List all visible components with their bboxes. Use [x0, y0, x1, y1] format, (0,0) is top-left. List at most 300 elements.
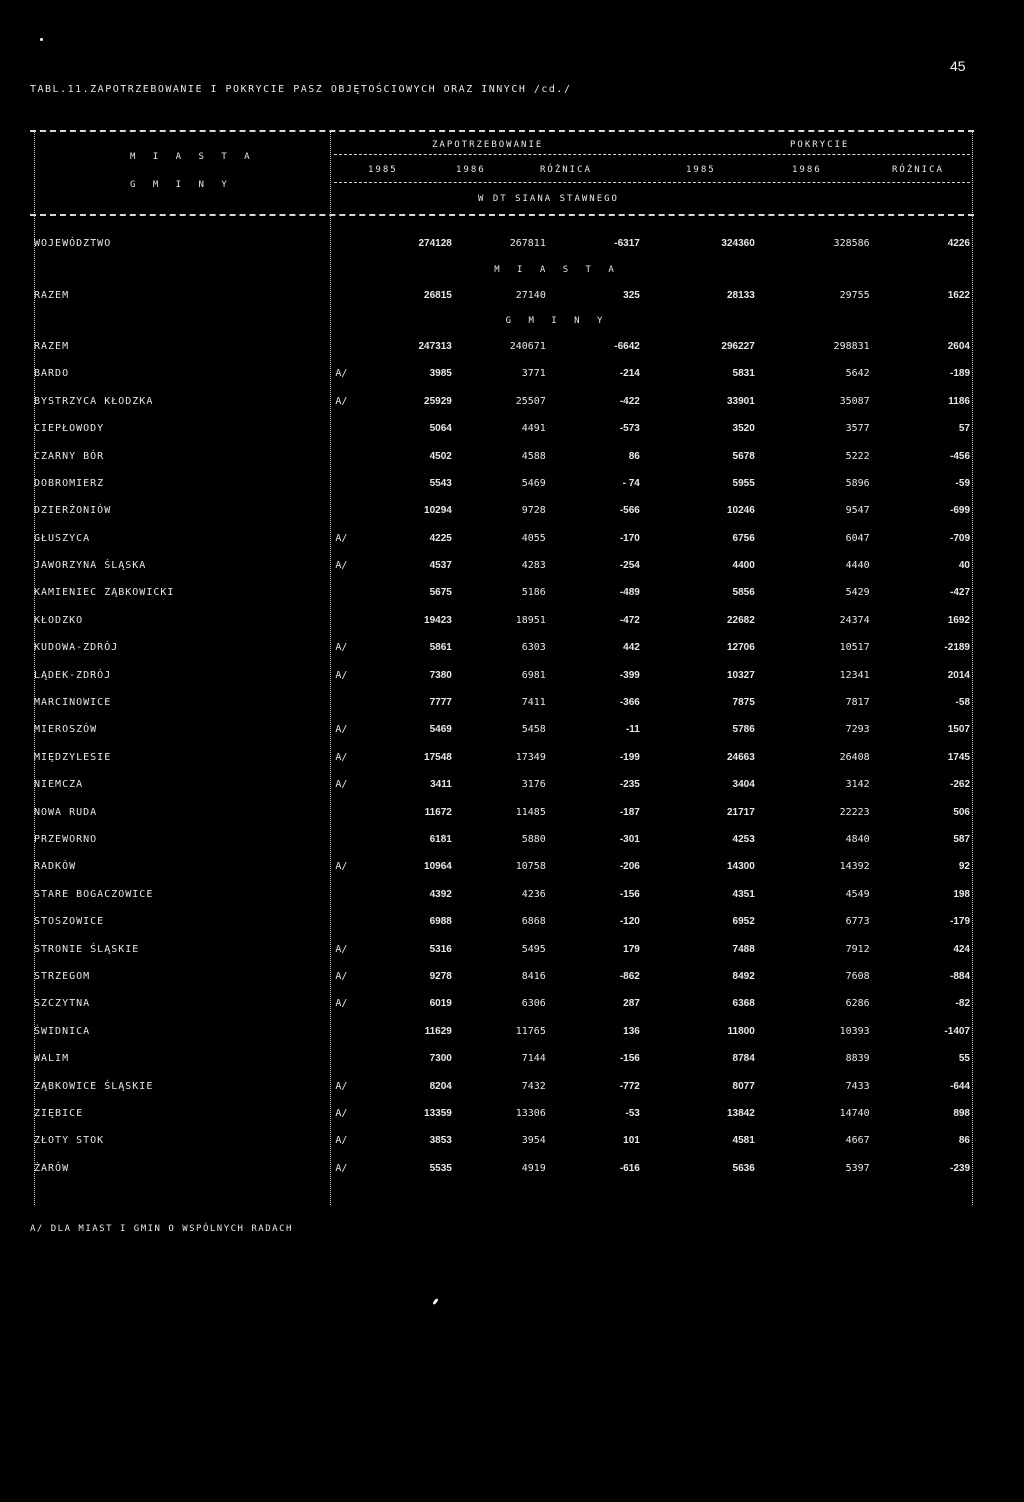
cell-zapotrzebowanie-1985: 11629 — [424, 1025, 452, 1037]
cell-pokrycie-roznica: -456 — [949, 450, 970, 462]
table-row — [34, 552, 970, 579]
row-name: SZCZYTNA — [34, 998, 91, 1010]
table-row — [34, 230, 970, 257]
cell-pokrycie-1985: 8492 — [732, 970, 755, 982]
cell-pokrycie-1986: 4667 — [845, 1135, 870, 1147]
header-gminy: G M I N Y — [130, 180, 233, 190]
row-mark — [306, 607, 348, 634]
table-row — [34, 1100, 970, 1127]
table-row — [34, 360, 970, 387]
header-unit: W DT SIANA STAWNEGO — [478, 194, 619, 204]
row-name: ŚWIDNICA — [34, 1025, 91, 1037]
cell-zapotrzebowanie-1986: 17349 — [515, 751, 546, 763]
table-row — [34, 826, 970, 853]
cell-pokrycie-roznica: -1407 — [944, 1025, 970, 1037]
table-row — [34, 442, 970, 469]
row-mark: A/ — [335, 368, 348, 380]
cell-zapotrzebowanie-roznica: -11 — [625, 724, 640, 736]
cell-zapotrzebowanie-roznica: -573 — [619, 423, 640, 435]
scan-speck — [40, 38, 43, 41]
cell-pokrycie-roznica: 86 — [958, 1135, 970, 1147]
table-row — [34, 333, 970, 360]
cell-pokrycie-1986: 14740 — [839, 1107, 870, 1119]
table-row — [34, 607, 970, 634]
row-mark — [306, 1045, 348, 1072]
data-table — [34, 230, 970, 1182]
cell-pokrycie-1985: 3520 — [732, 423, 755, 435]
cell-zapotrzebowanie-1986: 7411 — [521, 697, 546, 709]
row-mark: A/ — [335, 943, 348, 955]
header-roznica-b: RÓŻNICA — [892, 165, 944, 175]
cell-zapotrzebowanie-roznica: -170 — [619, 532, 640, 544]
row-name: RAZEM — [34, 289, 70, 301]
row-name: NIEMCZA — [34, 779, 84, 791]
row-name: DZIERŻONIÓW — [34, 505, 112, 517]
cell-pokrycie-1985: 8077 — [732, 1080, 755, 1092]
cell-zapotrzebowanie-roznica: -6317 — [614, 238, 640, 250]
cell-pokrycie-1986: 7433 — [845, 1080, 870, 1092]
cell-pokrycie-1985: 324360 — [721, 238, 755, 250]
cell-zapotrzebowanie-1985: 13359 — [424, 1107, 452, 1119]
row-mark: A/ — [335, 642, 348, 654]
cell-pokrycie-roznica: 1622 — [947, 289, 970, 301]
row-mark — [306, 881, 348, 908]
row-name: MIĘDZYLESIE — [34, 751, 112, 763]
cell-pokrycie-roznica: 1745 — [947, 751, 970, 763]
header-bottom-rule — [30, 214, 974, 216]
cell-pokrycie-1985: 5831 — [732, 368, 755, 380]
cell-pokrycie-roznica: 587 — [953, 834, 970, 845]
cell-zapotrzebowanie-1986: 267811 — [509, 238, 546, 250]
right-border — [972, 130, 973, 1205]
cell-pokrycie-1985: 8784 — [732, 1053, 755, 1065]
cell-zapotrzebowanie-1985: 6181 — [429, 834, 452, 845]
cell-pokrycie-1985: 5678 — [732, 450, 755, 462]
table-row — [34, 935, 970, 962]
cell-zapotrzebowanie-1985: 8204 — [429, 1080, 452, 1092]
header-year-1986-b: 1986 — [792, 165, 822, 175]
cell-zapotrzebowanie-roznica: -120 — [619, 916, 640, 928]
cell-pokrycie-roznica: 2014 — [947, 669, 970, 681]
row-name: LĄDEK-ZDRÓJ — [34, 669, 112, 681]
cell-pokrycie-1985: 11800 — [727, 1025, 755, 1037]
cell-pokrycie-1985: 13842 — [726, 1107, 755, 1119]
cell-pokrycie-1986: 5896 — [845, 477, 870, 489]
table-row — [34, 1072, 970, 1099]
row-name: BARDO — [34, 368, 70, 380]
cell-pokrycie-roznica: -239 — [949, 1162, 970, 1174]
cell-pokrycie-1986: 3142 — [845, 779, 870, 791]
row-mark: A/ — [335, 395, 348, 407]
cell-pokrycie-1985: 7875 — [732, 697, 755, 709]
cell-zapotrzebowanie-1986: 4491 — [521, 423, 546, 435]
cell-pokrycie-roznica: -709 — [949, 532, 970, 544]
row-name: RAZEM — [34, 340, 70, 352]
cell-zapotrzebowanie-1986: 5495 — [521, 943, 546, 955]
cell-zapotrzebowanie-1985: 6019 — [429, 998, 452, 1010]
cell-pokrycie-1985: 4400 — [732, 560, 755, 572]
cell-zapotrzebowanie-roznica: -616 — [619, 1162, 640, 1174]
cell-zapotrzebowanie-1986: 5880 — [521, 834, 546, 845]
cell-zapotrzebowanie-1986: 3954 — [521, 1135, 546, 1147]
table-row — [34, 963, 970, 990]
cell-pokrycie-1986: 7608 — [845, 970, 870, 982]
cell-pokrycie-roznica: -262 — [949, 779, 970, 791]
table-row — [34, 990, 970, 1017]
cell-pokrycie-roznica: 1507 — [947, 724, 970, 736]
scan-speck — [432, 1298, 439, 1305]
cell-pokrycie-roznica: 1692 — [947, 614, 970, 626]
cell-pokrycie-1986: 12341 — [839, 669, 870, 681]
row-name: BYSTRZYCA KŁODZKA — [34, 395, 154, 407]
row-mark — [306, 281, 348, 308]
cell-zapotrzebowanie-1985: 3853 — [429, 1135, 452, 1147]
cell-zapotrzebowanie-1985: 247313 — [418, 340, 452, 352]
cell-zapotrzebowanie-1985: 5064 — [429, 423, 452, 435]
cell-pokrycie-roznica: 2604 — [947, 340, 970, 352]
cell-zapotrzebowanie-1986: 11765 — [515, 1025, 546, 1037]
cell-zapotrzebowanie-1986: 5458 — [521, 724, 546, 736]
cell-pokrycie-1986: 5397 — [845, 1162, 870, 1174]
cell-zapotrzebowanie-roznica: -235 — [619, 779, 640, 791]
table-row — [34, 634, 970, 661]
cell-pokrycie-1985: 22682 — [726, 614, 755, 626]
table-row — [34, 497, 970, 524]
header-zapotrzebowanie: ZAPOTRZEBOWANIE — [432, 140, 544, 150]
row-name: RADKÓW — [34, 861, 77, 873]
header-pokrycie: POKRYCIE — [790, 140, 850, 150]
cell-zapotrzebowanie-1985: 7300 — [429, 1053, 452, 1065]
row-mark — [306, 908, 348, 935]
cell-pokrycie-1986: 7817 — [845, 697, 870, 709]
row-name: MARCINOWICE — [34, 697, 112, 709]
table-row — [34, 798, 970, 825]
section-row — [34, 257, 970, 281]
cell-zapotrzebowanie-1985: 5316 — [429, 943, 452, 955]
table-row — [34, 853, 970, 880]
cell-pokrycie-roznica: -82 — [955, 998, 970, 1010]
cell-pokrycie-1986: 14392 — [839, 861, 870, 873]
header-unit-rule — [334, 182, 970, 183]
cell-zapotrzebowanie-1985: 26815 — [424, 289, 452, 301]
cell-pokrycie-roznica: -189 — [949, 368, 970, 380]
row-mark: A/ — [335, 1135, 348, 1147]
cell-zapotrzebowanie-1986: 18951 — [515, 614, 546, 626]
cell-zapotrzebowanie-1986: 6303 — [521, 642, 546, 654]
cell-zapotrzebowanie-1986: 3176 — [521, 779, 546, 791]
cell-zapotrzebowanie-1986: 7432 — [521, 1080, 546, 1092]
section-gminy: G M I N Y — [505, 316, 609, 327]
cell-zapotrzebowanie-roznica: 101 — [623, 1135, 640, 1147]
cell-zapotrzebowanie-roznica: -301 — [619, 834, 640, 845]
table-row — [34, 1127, 970, 1154]
cell-pokrycie-roznica: 898 — [953, 1107, 970, 1119]
cell-zapotrzebowanie-roznica: -199 — [619, 751, 640, 763]
cell-zapotrzebowanie-1985: 4502 — [429, 450, 452, 462]
cell-pokrycie-1986: 9547 — [845, 505, 870, 517]
row-name: WALIM — [34, 1053, 70, 1065]
cell-zapotrzebowanie-1986: 4919 — [521, 1162, 546, 1174]
cell-pokrycie-1986: 7293 — [845, 724, 870, 736]
cell-pokrycie-roznica: 92 — [958, 861, 970, 873]
cell-pokrycie-1986: 35087 — [839, 395, 870, 407]
cell-zapotrzebowanie-1985: 6988 — [429, 916, 452, 928]
section-row — [34, 309, 970, 333]
row-name: MIEROSZÓW — [34, 724, 98, 736]
cell-pokrycie-roznica: -179 — [949, 916, 970, 928]
table-row — [34, 281, 970, 308]
table-row — [34, 908, 970, 935]
row-mark — [306, 689, 348, 716]
cell-pokrycie-1986: 4549 — [845, 888, 870, 900]
row-mark — [306, 230, 348, 257]
cell-zapotrzebowanie-1985: 10964 — [424, 861, 452, 873]
row-mark: A/ — [335, 1162, 348, 1174]
cell-zapotrzebowanie-roznica: -366 — [619, 697, 640, 709]
table-row — [34, 1045, 970, 1072]
cell-zapotrzebowanie-roznica: - 74 — [622, 477, 640, 489]
cell-zapotrzebowanie-1985: 11672 — [424, 806, 452, 818]
cell-zapotrzebowanie-1986: 4283 — [521, 560, 546, 572]
cell-zapotrzebowanie-roznica: -772 — [619, 1080, 640, 1092]
cell-pokrycie-1985: 10327 — [726, 669, 755, 681]
cell-pokrycie-1985: 5636 — [732, 1162, 755, 1174]
cell-pokrycie-roznica: 57 — [958, 423, 970, 435]
header-roznica-a: RÓŻNICA — [540, 165, 592, 175]
cell-zapotrzebowanie-1985: 274128 — [418, 238, 452, 250]
cell-zapotrzebowanie-1985: 5535 — [429, 1162, 452, 1174]
row-name: KAMIENIEC ZĄBKOWICKI — [34, 587, 175, 599]
footnote: A/ DLA MIAST I GMIN O WSPÓLNYCH RADACH — [30, 1224, 293, 1234]
cell-zapotrzebowanie-1985: 25929 — [424, 395, 452, 407]
row-mark — [306, 826, 348, 853]
cell-pokrycie-1985: 296227 — [721, 340, 755, 352]
cell-pokrycie-1986: 22223 — [839, 806, 870, 818]
row-name: KUDOWA-ZDRÓJ — [34, 642, 119, 654]
cell-pokrycie-roznica: 55 — [958, 1053, 970, 1065]
cell-zapotrzebowanie-1985: 4225 — [429, 532, 452, 544]
cell-zapotrzebowanie-1986: 4055 — [521, 532, 546, 544]
cell-zapotrzebowanie-1985: 10294 — [424, 505, 452, 517]
cell-pokrycie-1986: 5222 — [845, 450, 870, 462]
cell-zapotrzebowanie-1986: 7144 — [521, 1053, 546, 1065]
cell-pokrycie-1986: 6286 — [845, 998, 870, 1010]
header-miasta: M I A S T A — [130, 152, 256, 162]
cell-zapotrzebowanie-roznica: 442 — [623, 642, 640, 654]
table-row — [34, 1018, 970, 1045]
cell-zapotrzebowanie-1986: 3771 — [521, 368, 546, 380]
cell-zapotrzebowanie-1985: 19423 — [424, 614, 452, 626]
cell-zapotrzebowanie-roznica: -156 — [619, 888, 640, 900]
row-name: KŁODZKO — [34, 614, 84, 626]
cell-pokrycie-1985: 33901 — [726, 395, 755, 407]
cell-pokrycie-1985: 24663 — [726, 751, 755, 763]
cell-zapotrzebowanie-1986: 27140 — [515, 289, 546, 301]
cell-pokrycie-roznica: 424 — [953, 943, 970, 955]
table-row — [34, 388, 970, 415]
cell-pokrycie-1985: 14300 — [726, 861, 755, 873]
row-mark: A/ — [335, 751, 348, 763]
cell-zapotrzebowanie-1986: 4236 — [521, 888, 546, 900]
cell-zapotrzebowanie-1986: 5469 — [521, 477, 546, 489]
page-number: 45 — [950, 58, 966, 74]
row-mark — [306, 442, 348, 469]
cell-pokrycie-roznica: 40 — [958, 560, 970, 572]
cell-zapotrzebowanie-1985: 3411 — [430, 779, 452, 791]
table-row — [34, 470, 970, 497]
cell-pokrycie-1985: 21717 — [726, 806, 755, 818]
table-row — [34, 661, 970, 688]
row-name: STRONIE ŚLĄSKIE — [34, 943, 140, 955]
row-mark: A/ — [335, 724, 348, 736]
cell-zapotrzebowanie-roznica: -156 — [619, 1053, 640, 1065]
cell-pokrycie-1985: 28133 — [726, 289, 755, 301]
cell-zapotrzebowanie-roznica: -187 — [619, 806, 640, 818]
cell-zapotrzebowanie-roznica: -566 — [619, 505, 640, 517]
cell-zapotrzebowanie-roznica: -6642 — [614, 340, 640, 352]
row-mark — [306, 798, 348, 825]
cell-zapotrzebowanie-roznica: -472 — [619, 614, 640, 626]
row-name: ZĄBKOWICE ŚLĄSKIE — [34, 1080, 154, 1092]
row-mark: A/ — [335, 669, 348, 681]
row-mark: A/ — [335, 532, 348, 544]
cell-zapotrzebowanie-1985: 5861 — [429, 642, 452, 654]
row-name: PRZEWORNO — [34, 834, 98, 845]
row-mark — [306, 333, 348, 360]
cell-pokrycie-roznica: -2189 — [944, 642, 970, 654]
cell-zapotrzebowanie-roznica: 86 — [628, 450, 640, 462]
cell-pokrycie-roznica: -427 — [949, 587, 970, 599]
cell-pokrycie-1986: 298831 — [833, 340, 870, 352]
row-name: CIEPŁOWODY — [34, 423, 105, 435]
cell-zapotrzebowanie-1985: 5543 — [429, 477, 452, 489]
row-name: WOJEWÓDZTWO — [34, 238, 112, 250]
table-row — [34, 525, 970, 552]
cell-zapotrzebowanie-1985: 3985 — [429, 368, 452, 380]
row-mark — [306, 470, 348, 497]
cell-zapotrzebowanie-roznica: 325 — [623, 289, 640, 301]
cell-pokrycie-1986: 8839 — [845, 1053, 870, 1065]
row-mark: A/ — [335, 1107, 348, 1119]
cell-zapotrzebowanie-roznica: -862 — [619, 970, 640, 982]
header-year-1985-b: 1985 — [686, 165, 716, 175]
cell-zapotrzebowanie-1986: 5186 — [521, 587, 546, 599]
table-row — [34, 689, 970, 716]
cell-zapotrzebowanie-1985: 5469 — [429, 724, 452, 736]
cell-pokrycie-1986: 4840 — [845, 834, 870, 845]
cell-zapotrzebowanie-1986: 10758 — [515, 861, 546, 873]
table-row — [34, 716, 970, 743]
cell-zapotrzebowanie-roznica: -214 — [619, 368, 640, 380]
row-mark: A/ — [335, 970, 348, 982]
cell-pokrycie-1986: 29755 — [839, 289, 870, 301]
row-mark — [306, 1018, 348, 1045]
cell-zapotrzebowanie-1986: 11485 — [515, 806, 546, 818]
cell-pokrycie-roznica: -699 — [949, 505, 970, 517]
cell-zapotrzebowanie-1985: 9278 — [429, 970, 452, 982]
cell-zapotrzebowanie-roznica: -206 — [619, 861, 640, 873]
cell-zapotrzebowanie-1986: 4588 — [521, 450, 546, 462]
header-mid-rule — [334, 154, 970, 155]
cell-zapotrzebowanie-roznica: 287 — [623, 998, 640, 1010]
row-mark: A/ — [335, 1080, 348, 1092]
cell-pokrycie-roznica: -644 — [949, 1080, 970, 1092]
cell-zapotrzebowanie-1985: 5675 — [429, 587, 452, 599]
cell-pokrycie-1985: 6756 — [732, 532, 755, 544]
cell-pokrycie-1985: 5786 — [732, 724, 755, 736]
cell-pokrycie-roznica: 1186 — [948, 395, 970, 407]
row-name: ZŁOTY STOK — [34, 1135, 105, 1147]
cell-zapotrzebowanie-1986: 240671 — [509, 340, 546, 352]
cell-pokrycie-1985: 10246 — [726, 505, 755, 517]
cell-pokrycie-1985: 6952 — [732, 916, 755, 928]
table-row — [34, 744, 970, 771]
table-row — [34, 1155, 970, 1182]
row-name: JAWORZYNA ŚLĄSKA — [34, 560, 147, 572]
table-row — [34, 771, 970, 798]
cell-pokrycie-1986: 7912 — [845, 943, 870, 955]
row-mark: A/ — [335, 861, 348, 873]
cell-zapotrzebowanie-1985: 4392 — [429, 888, 452, 900]
cell-pokrycie-1985: 7488 — [732, 943, 755, 955]
cell-pokrycie-roznica: -884 — [949, 970, 970, 982]
cell-pokrycie-1986: 6773 — [845, 916, 870, 928]
cell-pokrycie-roznica: 198 — [953, 888, 970, 900]
cell-pokrycie-1986: 24374 — [839, 614, 870, 626]
row-name: STARE BOGACZOWICE — [34, 888, 154, 900]
cell-pokrycie-1986: 10393 — [839, 1025, 870, 1037]
cell-pokrycie-1986: 10517 — [839, 642, 870, 654]
cell-zapotrzebowanie-roznica: -399 — [619, 669, 640, 681]
table-row — [34, 415, 970, 442]
cell-zapotrzebowanie-1985: 4537 — [429, 560, 452, 572]
cell-zapotrzebowanie-roznica: -254 — [619, 560, 640, 572]
cell-pokrycie-1985: 4351 — [732, 888, 755, 900]
cell-pokrycie-1986: 26408 — [839, 751, 870, 763]
row-mark: A/ — [335, 779, 348, 791]
header-top-rule — [30, 130, 974, 132]
cell-zapotrzebowanie-1986: 6981 — [521, 669, 546, 681]
cell-zapotrzebowanie-1986: 8416 — [521, 970, 546, 982]
row-name: NOWA RUDA — [34, 806, 98, 818]
cell-pokrycie-1985: 12706 — [726, 642, 755, 654]
cell-zapotrzebowanie-roznica: -422 — [619, 395, 640, 407]
header-year-1986-a: 1986 — [456, 165, 486, 175]
cell-zapotrzebowanie-roznica: 136 — [623, 1025, 640, 1037]
cell-pokrycie-1986: 328586 — [833, 238, 870, 250]
cell-zapotrzebowanie-1985: 7380 — [429, 669, 452, 681]
row-name: STOSZOWICE — [34, 916, 105, 928]
table-title: TABL.11.ZAPOTRZEBOWANIE I POKRYCIE PASZ OBJĘTOŚCIOWYCH ORAZ INNYCH /cd./ — [30, 84, 572, 95]
row-mark — [306, 415, 348, 442]
table-row — [34, 579, 970, 606]
cell-zapotrzebowanie-1986: 13306 — [515, 1107, 546, 1119]
row-name: GŁUSZYCA — [34, 532, 91, 544]
cell-zapotrzebowanie-roznica: 179 — [623, 943, 640, 955]
cell-zapotrzebowanie-1985: 17548 — [424, 751, 452, 763]
cell-zapotrzebowanie-1986: 6306 — [521, 998, 546, 1010]
cell-pokrycie-roznica: -59 — [955, 477, 970, 489]
cell-pokrycie-1985: 6368 — [732, 998, 755, 1010]
cell-pokrycie-1985: 4253 — [732, 834, 755, 845]
row-mark: A/ — [335, 560, 348, 572]
cell-pokrycie-1986: 4440 — [845, 560, 870, 572]
cell-pokrycie-1986: 6047 — [845, 532, 870, 544]
row-name: STRZEGOM — [34, 970, 91, 982]
row-mark — [306, 579, 348, 606]
cell-zapotrzebowanie-1985: 7777 — [429, 697, 452, 709]
row-name: DOBROMIERZ — [34, 477, 105, 489]
